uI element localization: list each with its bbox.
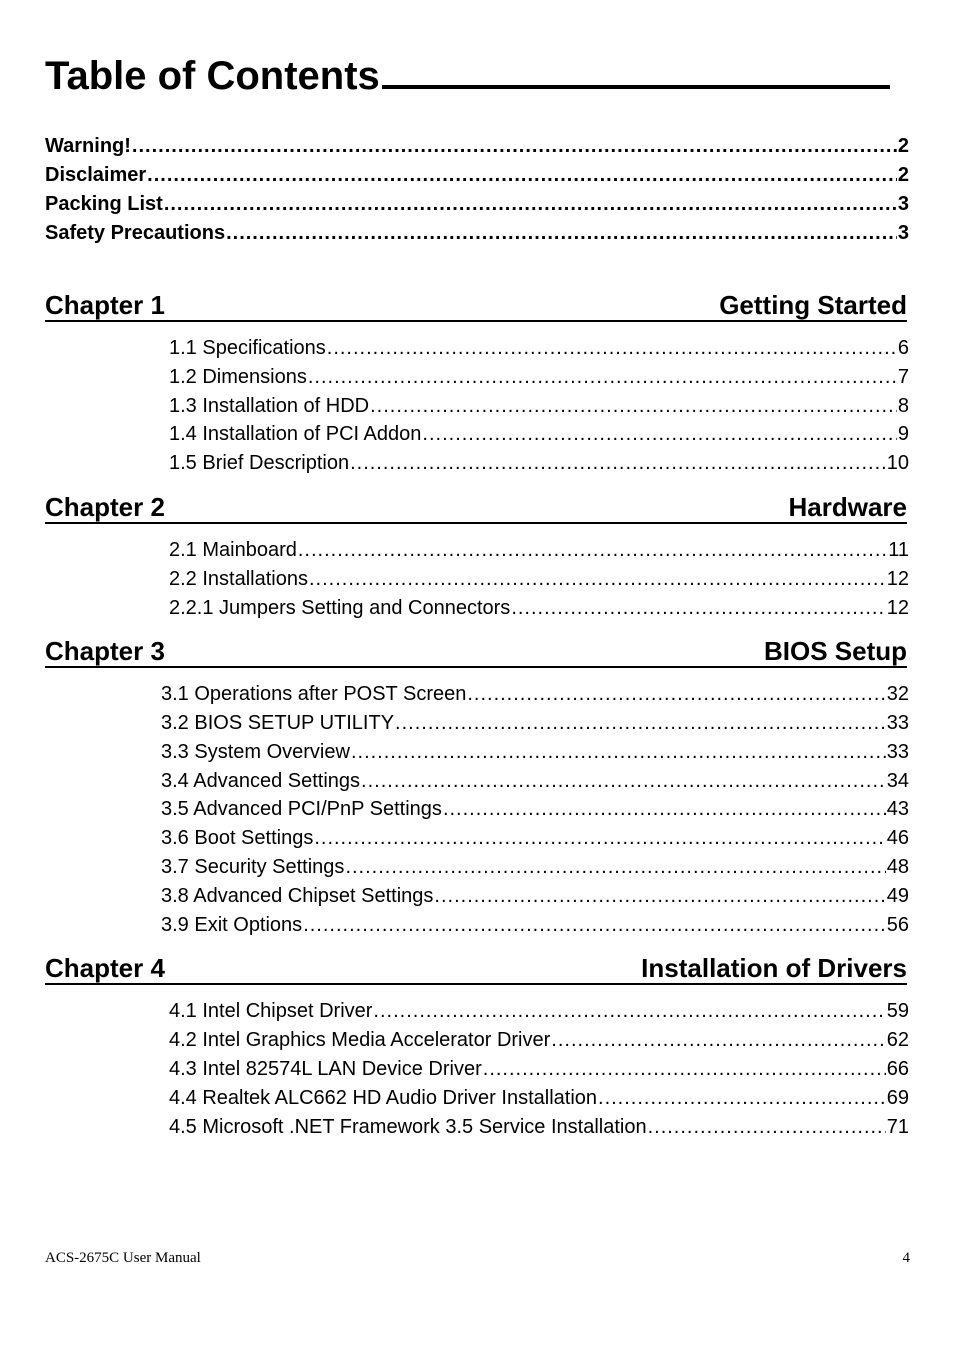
leader-dots bbox=[370, 394, 897, 418]
toc-entry-4-1[interactable] bbox=[169, 999, 909, 1023]
leader-dots bbox=[434, 884, 885, 908]
toc-entry-label: 4.5 Microsoft .NET Framework 3.5 Service Installation bbox=[169, 1116, 647, 1138]
toc-entry-page: 69 bbox=[886, 1087, 909, 1109]
toc-entry-label: 1.3 Installation of HDD bbox=[169, 395, 370, 417]
toc-entry-3-9[interactable] bbox=[161, 913, 909, 937]
page-title-text: Table of Contents bbox=[45, 54, 380, 98]
footer-manual-name: ACS-2675C User Manual bbox=[45, 1250, 201, 1266]
toc-entry-page: 62 bbox=[886, 1029, 909, 1051]
toc-entry-page: 59 bbox=[886, 1000, 909, 1022]
toc-entry-label: Warning! bbox=[45, 135, 131, 157]
chapter-title: Hardware bbox=[788, 492, 907, 522]
toc-entry-label: 3.6 Boot Settings bbox=[161, 827, 314, 849]
toc-entry-3-2[interactable] bbox=[161, 711, 909, 735]
toc-entry-4-2[interactable] bbox=[169, 1028, 909, 1052]
toc-entry-2-1[interactable] bbox=[169, 538, 909, 562]
toc-entry-page: 12 bbox=[886, 568, 909, 590]
toc-entry-1-1[interactable] bbox=[169, 336, 909, 360]
toc-entry-label: 3.8 Advanced Chipset Settings bbox=[161, 885, 434, 907]
chapter-title: Installation of Drivers bbox=[641, 953, 907, 983]
toc-entry-label: 3.2 BIOS SETUP UTILITY bbox=[161, 712, 395, 734]
toc-entry-page: 66 bbox=[886, 1058, 909, 1080]
leader-dots bbox=[345, 855, 885, 879]
leader-dots bbox=[373, 999, 885, 1023]
toc-entry-3-1[interactable] bbox=[161, 682, 909, 706]
leader-dots bbox=[308, 365, 897, 389]
toc-entry-page: 2 bbox=[897, 164, 909, 186]
toc-entry-disclaimer[interactable] bbox=[45, 163, 909, 187]
toc-entry-label: 3.9 Exit Options bbox=[161, 914, 303, 936]
leader-dots bbox=[422, 422, 896, 446]
toc-entry-page: 33 bbox=[886, 712, 909, 734]
toc-entry-page: 48 bbox=[886, 856, 909, 878]
toc-entry-4-4[interactable] bbox=[169, 1086, 909, 1110]
toc-entry-label: 3.5 Advanced PCI/PnP Settings bbox=[161, 798, 442, 820]
leader-dots bbox=[309, 567, 886, 591]
toc-entry-3-7[interactable] bbox=[161, 855, 909, 879]
toc-entry-page: 3 bbox=[897, 222, 909, 244]
toc-entry-3-4[interactable] bbox=[161, 769, 909, 793]
toc-entry-page: 34 bbox=[886, 770, 909, 792]
toc-entry-label: 2.2.1 Jumpers Setting and Connectors bbox=[169, 597, 511, 619]
chapter-number: Chapter 2 bbox=[45, 492, 165, 522]
toc-entry-1-3[interactable] bbox=[169, 394, 909, 418]
toc-entry-page: 2 bbox=[897, 135, 909, 157]
leader-dots bbox=[648, 1115, 886, 1139]
toc-entry-page: 49 bbox=[886, 885, 909, 907]
toc-entry-page: 12 bbox=[886, 597, 909, 619]
toc-entry-label: 3.4 Advanced Settings bbox=[161, 770, 361, 792]
toc-entry-page: 8 bbox=[897, 395, 909, 417]
chapter-number: Chapter 3 bbox=[45, 636, 165, 666]
toc-entry-label: 1.1 Specifications bbox=[169, 337, 326, 359]
toc-entry-label: 3.1 Operations after POST Screen bbox=[161, 683, 467, 705]
page-footer bbox=[45, 1250, 910, 1267]
chapter-title: Getting Started bbox=[719, 290, 907, 320]
chapter-1-heading[interactable] bbox=[45, 290, 907, 322]
toc-entry-label: 4.4 Realtek ALC662 HD Audio Driver Installation bbox=[169, 1087, 598, 1109]
toc-entry-2-2-1[interactable] bbox=[169, 596, 909, 620]
toc-entry-page: 3 bbox=[897, 193, 909, 215]
chapter-3-heading[interactable] bbox=[45, 636, 907, 668]
toc-entry-label: 3.3 System Overview bbox=[161, 741, 350, 763]
toc-entry-page: 10 bbox=[886, 452, 909, 474]
leader-dots bbox=[298, 538, 887, 562]
toc-entry-page: 32 bbox=[886, 683, 909, 705]
toc-entry-label: 4.2 Intel Graphics Media Accelerator Driver bbox=[169, 1029, 551, 1051]
leader-dots bbox=[164, 192, 897, 216]
toc-entry-3-6[interactable] bbox=[161, 826, 909, 850]
toc-entry-page: 6 bbox=[897, 337, 909, 359]
leader-dots bbox=[511, 596, 885, 620]
toc-entry-3-8[interactable] bbox=[161, 884, 909, 908]
leader-dots bbox=[351, 740, 886, 764]
toc-entry-page: 46 bbox=[886, 827, 909, 849]
leader-dots bbox=[147, 163, 897, 187]
toc-entry-1-4[interactable] bbox=[169, 422, 909, 446]
toc-entry-label: Safety Precautions bbox=[45, 222, 226, 244]
toc-entry-label: Packing List bbox=[45, 193, 163, 215]
leader-dots bbox=[598, 1086, 886, 1110]
leader-dots bbox=[361, 769, 886, 793]
footer-page-number: 4 bbox=[902, 1250, 910, 1266]
toc-entry-page: 43 bbox=[886, 798, 909, 820]
leader-dots bbox=[483, 1057, 886, 1081]
toc-entry-page: 9 bbox=[897, 423, 909, 445]
leader-dots bbox=[314, 826, 885, 850]
toc-entry-label: 1.5 Brief Description bbox=[169, 452, 350, 474]
toc-entry-safety-precautions[interactable] bbox=[45, 221, 909, 245]
toc-entry-2-2[interactable] bbox=[169, 567, 909, 591]
chapter-2-heading[interactable] bbox=[45, 492, 907, 524]
title-underline bbox=[382, 55, 890, 89]
toc-entry-label: 4.3 Intel 82574L LAN Device Driver bbox=[169, 1058, 482, 1080]
leader-dots bbox=[303, 913, 886, 937]
toc-entry-1-2[interactable] bbox=[169, 365, 909, 389]
toc-entry-3-5[interactable] bbox=[161, 797, 909, 821]
toc-entry-3-3[interactable] bbox=[161, 740, 909, 764]
toc-entry-4-5[interactable] bbox=[169, 1115, 909, 1139]
toc-entry-label: 2.1 Mainboard bbox=[169, 539, 297, 561]
toc-entry-page: 11 bbox=[888, 539, 909, 561]
toc-entry-label: 3.7 Security Settings bbox=[161, 856, 345, 878]
toc-entry-page: 7 bbox=[897, 366, 909, 388]
toc-entry-label: 2.2 Installations bbox=[169, 568, 308, 590]
leader-dots bbox=[551, 1028, 885, 1052]
leader-dots bbox=[395, 711, 886, 735]
toc-entry-page: 71 bbox=[886, 1116, 909, 1138]
leader-dots bbox=[350, 451, 886, 475]
toc-entry-4-3[interactable] bbox=[169, 1057, 909, 1081]
toc-entry-page: 33 bbox=[886, 741, 909, 763]
chapter-number: Chapter 4 bbox=[45, 953, 165, 983]
chapter-title: BIOS Setup bbox=[763, 636, 907, 666]
leader-dots bbox=[132, 134, 897, 158]
leader-dots bbox=[467, 682, 885, 706]
toc-entry-1-5[interactable] bbox=[169, 451, 909, 475]
toc-entry-label: 4.1 Intel Chipset Driver bbox=[169, 1000, 373, 1022]
leader-dots bbox=[327, 336, 897, 360]
toc-entry-warning[interactable] bbox=[45, 134, 909, 158]
toc-entry-label: Disclaimer bbox=[45, 164, 147, 186]
toc-entry-packing-list[interactable] bbox=[45, 192, 909, 216]
chapter-number: Chapter 1 bbox=[45, 290, 165, 320]
page-title bbox=[45, 52, 905, 100]
leader-dots bbox=[226, 221, 897, 245]
chapter-4-heading[interactable] bbox=[45, 953, 907, 985]
leader-dots bbox=[443, 797, 886, 821]
toc-entry-label: 1.4 Installation of PCI Addon bbox=[169, 423, 422, 445]
toc-entry-label: 1.2 Dimensions bbox=[169, 366, 307, 388]
toc-entry-page: 56 bbox=[886, 914, 909, 936]
